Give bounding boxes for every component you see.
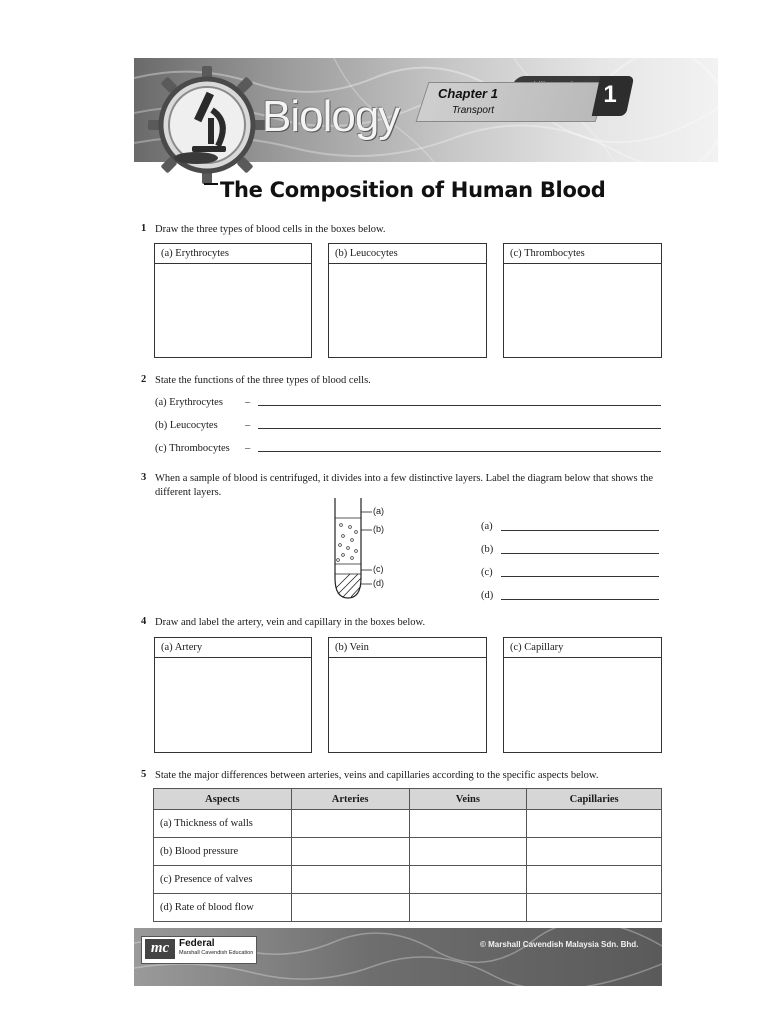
q2-answer-line-b[interactable] bbox=[258, 428, 661, 429]
table-header-cell: Veins bbox=[409, 789, 527, 810]
microscope-emblem-icon bbox=[148, 66, 266, 184]
q4-text: Draw and label the artery, vein and capillary in the boxes below. bbox=[155, 617, 426, 628]
q2-row-label: (c) Thrombocytes bbox=[155, 443, 230, 454]
comparison-table bbox=[153, 788, 662, 922]
q2-dash: – bbox=[245, 420, 251, 431]
q2-row-label: (a) Erythrocytes bbox=[155, 397, 223, 408]
answer-cell[interactable] bbox=[291, 894, 409, 922]
q2-answer-line-c[interactable] bbox=[258, 451, 661, 452]
q4-box-caption: (c) Capillary bbox=[504, 638, 661, 658]
table-row bbox=[154, 838, 662, 866]
q3-text: When a sample of blood is centrifuged, it divides into a few distinctive layers. Label the diagram below that shows the different layers. bbox=[155, 473, 654, 498]
page-title: The Composition of Human Blood bbox=[220, 178, 606, 202]
q4-drawing-box-c[interactable] bbox=[503, 637, 662, 753]
answer-cell[interactable] bbox=[527, 866, 662, 894]
q3-number: 3 bbox=[141, 472, 147, 483]
q1-drawing-box-c[interactable] bbox=[503, 243, 662, 358]
publisher-subname: Marshall Cavendish Education bbox=[179, 950, 254, 956]
skills-number: 1 bbox=[603, 81, 617, 108]
q4-number: 4 bbox=[141, 616, 147, 627]
q3-answer-line-b[interactable] bbox=[501, 553, 659, 554]
chapter-topic: Transport bbox=[452, 105, 495, 116]
q5-number: 5 bbox=[141, 769, 147, 780]
q3-answer-line-d[interactable] bbox=[501, 599, 659, 600]
centrifuge-tube-diagram bbox=[326, 498, 396, 602]
table-header-cell: Arteries bbox=[291, 789, 409, 810]
answer-cell[interactable] bbox=[409, 838, 527, 866]
table-header-row bbox=[154, 789, 662, 810]
tube-label-c: (c) bbox=[373, 564, 384, 574]
q3-answer-line-c[interactable] bbox=[501, 576, 659, 577]
q3-answer-label-a: (a) bbox=[481, 521, 493, 532]
aspect-cell: (b) Blood pressure bbox=[154, 838, 292, 866]
q4-drawing-box-a[interactable] bbox=[154, 637, 312, 753]
answer-cell[interactable] bbox=[527, 894, 662, 922]
q1-box-caption: (c) Thrombocytes bbox=[504, 244, 661, 264]
q1-drawing-box-b[interactable] bbox=[328, 243, 487, 358]
q2-answer-line-a[interactable] bbox=[258, 405, 661, 406]
q3-answer-label-c: (c) bbox=[481, 567, 493, 578]
title-rule bbox=[204, 183, 218, 185]
answer-cell[interactable] bbox=[409, 894, 527, 922]
copyright-text: © Marshall Cavendish Malaysia Sdn. Bhd. bbox=[480, 940, 639, 949]
q1-drawing-box-a[interactable] bbox=[154, 243, 312, 358]
table-row bbox=[154, 894, 662, 922]
q5-text: State the major differences between arteries, veins and capillaries according to the specific aspects below. bbox=[155, 770, 599, 781]
answer-cell[interactable] bbox=[527, 838, 662, 866]
answer-cell[interactable] bbox=[291, 810, 409, 838]
q2-number: 2 bbox=[141, 374, 147, 385]
tube-label-d: (d) bbox=[373, 578, 384, 588]
q1-number: 1 bbox=[141, 223, 147, 234]
publisher-logo-mark: mc bbox=[145, 939, 175, 959]
tube-label-a: (a) bbox=[373, 506, 384, 516]
q3-answer-line-a[interactable] bbox=[501, 530, 659, 531]
table-row bbox=[154, 866, 662, 894]
q4-box-caption: (a) Artery bbox=[155, 638, 311, 658]
publisher-name: Federal bbox=[179, 938, 215, 949]
table-header-cell: Aspects bbox=[154, 789, 292, 810]
chapter-label: Chapter 1 bbox=[438, 86, 498, 101]
q1-box-caption: (b) Leucocytes bbox=[329, 244, 486, 264]
q2-dash: – bbox=[245, 443, 251, 454]
answer-cell[interactable] bbox=[409, 810, 527, 838]
q2-row-label: (b) Leucocytes bbox=[155, 420, 218, 431]
aspect-cell: (a) Thickness of walls bbox=[154, 810, 292, 838]
answer-cell[interactable] bbox=[291, 866, 409, 894]
q3-answer-label-d: (d) bbox=[481, 590, 494, 601]
q4-drawing-box-b[interactable] bbox=[328, 637, 487, 753]
q3-answer-label-b: (b) bbox=[481, 544, 494, 555]
answer-cell[interactable] bbox=[527, 810, 662, 838]
answer-cell[interactable] bbox=[409, 866, 527, 894]
q1-box-caption: (a) Erythrocytes bbox=[155, 244, 311, 264]
table-row bbox=[154, 810, 662, 838]
brand-title: Biology bbox=[262, 92, 400, 141]
q2-dash: – bbox=[245, 397, 251, 408]
q2-text: State the functions of the three types of blood cells. bbox=[155, 375, 371, 386]
aspect-cell: (d) Rate of blood flow bbox=[154, 894, 292, 922]
q1-text: Draw the three types of blood cells in the boxes below. bbox=[155, 224, 386, 235]
tube-label-b: (b) bbox=[373, 524, 384, 534]
q4-box-caption: (b) Vein bbox=[329, 638, 486, 658]
aspect-cell: (c) Presence of valves bbox=[154, 866, 292, 894]
table-header-cell: Capillaries bbox=[527, 789, 662, 810]
answer-cell[interactable] bbox=[291, 838, 409, 866]
